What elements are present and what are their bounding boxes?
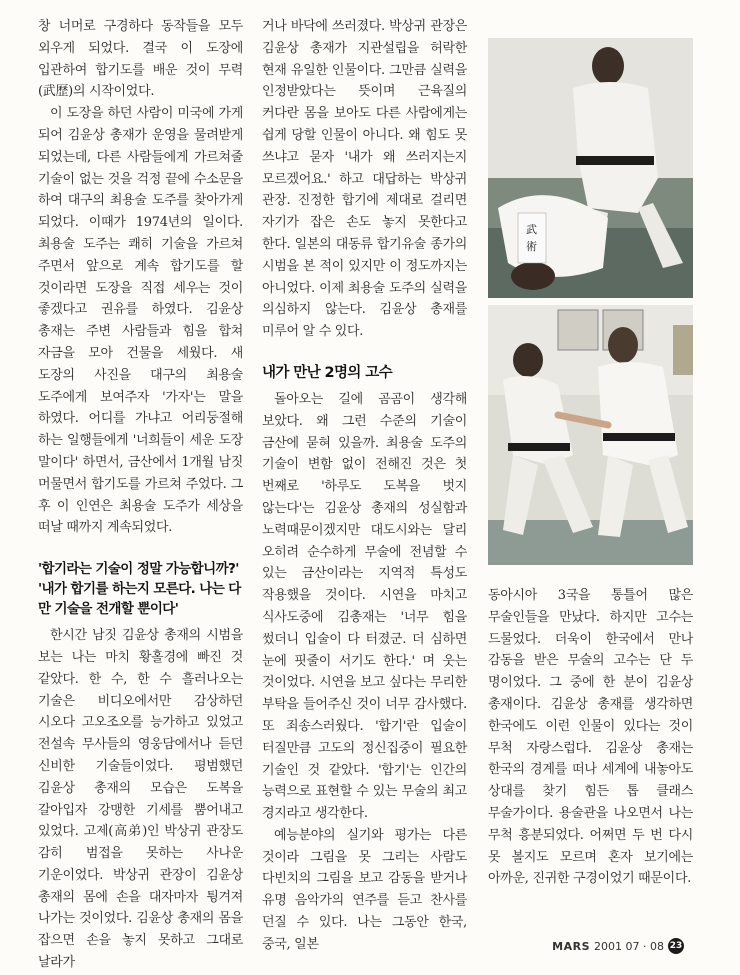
paragraph: 이 도장을 하던 사람이 미국에 가게 되어 김윤상 총재가 운영을 물려받게 되었는데, 다른 사람들에게 가르쳐줄 기술이 없는 것을 걱정 끝에 수소문을 하여 대구의 최용술 도주를 찾아가게 되었다. 이때가 1974년의 일이다. 최용술 도주는 쾌히 기술을 가르쳐 주면서 앞으로 계속 합기도를 할 것이라면 도장을 직접 세우는 것이 좋겠다고 권유를 하였다. 김윤상 총재는 주변 사람들과 힘을 합쳐 자금을 모아 건물을 세웠다. 새 도장의 사진을 대구의 최용술 도주에게 보여주자 '가자'는 말을 하였다. 어디를 가냐고 어리둥절해 하는 일행들에게 '너희들이 세운 도장 말이다' 하면서, 금산에서 1개월 남짓 머물면서 합기도를 가르쳐 주었다. 그 후 이 인연은 최용술 도주가 세상을 떠날 때까지 계속되었다.: [38, 106, 243, 536]
paragraph: 예능분야의 실기와 평가는 다른 것이라 그림을 못 그리는 사람도 다빈치의 그림을 보고 감동을 받거나 유명 음악가의 연주를 듣고 찬사를 던질 수 있다. 나는 그동안 한국, 중국, 일본: [262, 827, 467, 952]
paragraph: 거나 바닥에 쓰러졌다. 박상귀 관장은 김윤상 총재가 지관설립을 허락한 현재 유일한 인물이다. 그만큼 실력을 인정받았다는 뜻이며 근육질의 커다란 몸을 보아도 다른 사람에게는 쉽게 당할 인물이 아니다. 왜 힘도 못 쓰냐고 묻자 '내가 왜 쓰러지는지 모르겠어요.' 하고 대답하는 박상귀 관장. 진정한 합기에 제대로 걸리면 자기가 잡은 손도 놓지 못한다고 한다. 일본의 대동류 합기유술 종가의 시범을 본 적이 있지만 이 정도까지는 아니었다. 이제 최용술 도주의 실력을 의심하지 않는다. 김윤상 총재를 미루어 알 수 있다.: [262, 19, 467, 340]
article-column-1: [38, 16, 243, 974]
section-subheading: 내가 만난 2명의 고수: [262, 364, 393, 381]
page-number: 23: [668, 938, 684, 954]
issue-date: 2001 07 · 08: [594, 939, 664, 953]
article-column-3: [488, 585, 693, 890]
photo-floor-pin: [488, 38, 693, 298]
svg-text:武: 武: [526, 223, 537, 236]
magazine-brand: MARS: [552, 939, 591, 953]
photo-two-masters: [488, 305, 693, 565]
svg-text:術: 術: [526, 240, 537, 253]
section-subheading: '합기라는 기술이 정말 가능합니까?' '내가 합기를 하는지 모른다. 나는 다만 기술을 전개할 뿐이다': [38, 561, 241, 618]
page-footer: [552, 938, 684, 954]
article-column-2: [262, 16, 467, 956]
paragraph: 동아시아 3국을 통틀어 많은 무술인들을 만났다. 하지만 고수는 드물었다. 더욱이 한국에서 만나 감동을 받은 무술의 고수는 단 두 명이었다. 그 중에 한 분이 김윤상 총재이다. 김윤상 총재를 생각하면 한국에도 이런 인물이 있다는 것이 무척 자랑스럽다. 김윤상 총재는 한국의 경계를 떠나 세계에 내놓아도 상대를 찾기 힘든 톱 클래스 무술가이다. 용술관을 나오면서 나는 무척 흥분되었다. 어쩌면 두 번 다시 못 볼지도 모르며 혼자 보기에는 아까운, 진귀한 구경이었기 때문이다.: [488, 588, 693, 887]
paragraph: 창 너머로 구경하다 동작들을 모두 외우게 되었다. 결국 이 도장에 입관하여 합기도를 배운 것이 무력(武歷)의 시작이었다.: [38, 19, 243, 100]
paragraph: 돌아오는 길에 곰곰이 생각해 보았다. 왜 그런 수준의 기술이 금산에 묻혀 있을까. 최용술 도주의 기술이 변함 없이 전해진 것은 첫 번째로 '하루도 도복을 벗지 않는다'는 김윤상 총재의 성실함과 노력때문이겠지만 대도시와는 달리 오히려 순수하게 무술에 전념할 수 있는 금산이라는 지역적 특성도 작용했을 것이다. 시연을 마치고 식사도중에 김총재는 '너무 힘을 썼더니 입술이 다 터졌군. 더 심하면 눈에 핏줄이 서기도 한다.' 며 웃는 것이었다. 시연을 보고 싶다는 무리한 부탁을 들어주신 것이 너무 감사했다. 또 죄송스러웠다. '합기'란 입술이 터질만큼 고도의 정신집중이 필요한 기술인 것 같았다. '합기'는 인간의 능력으로 표현할 수 있는 무술의 최고 경지라고 생각한다.: [262, 391, 467, 822]
paragraph: 한시간 남짓 김윤상 총재의 시범을 보는 나는 마치 황홀경에 빠진 것 같았다. 한 수, 한 수 흘러나오는 기술은 비디오에서만 감상하던 시오다 고오조오를 능가하고 있었고 전설속 무사들의 영웅담에서나 듣던 신비한 기술들이었다. 평범했던 김윤상 총재의 모습은 도복을 갈아입자 강맹한 기세를 뿜어내고 있었다. 고제(高弟)인 박상귀 관장도 감히 범접을 못하는 사나운 기운이었다. 박상귀 관장이 김윤상 총재의 몸에 손을 대자마자 튕겨져 나가는 것이었다. 김윤상 총재의 몸을 잡으면 손을 놓지 못하고 그대로 날라가: [38, 628, 243, 971]
